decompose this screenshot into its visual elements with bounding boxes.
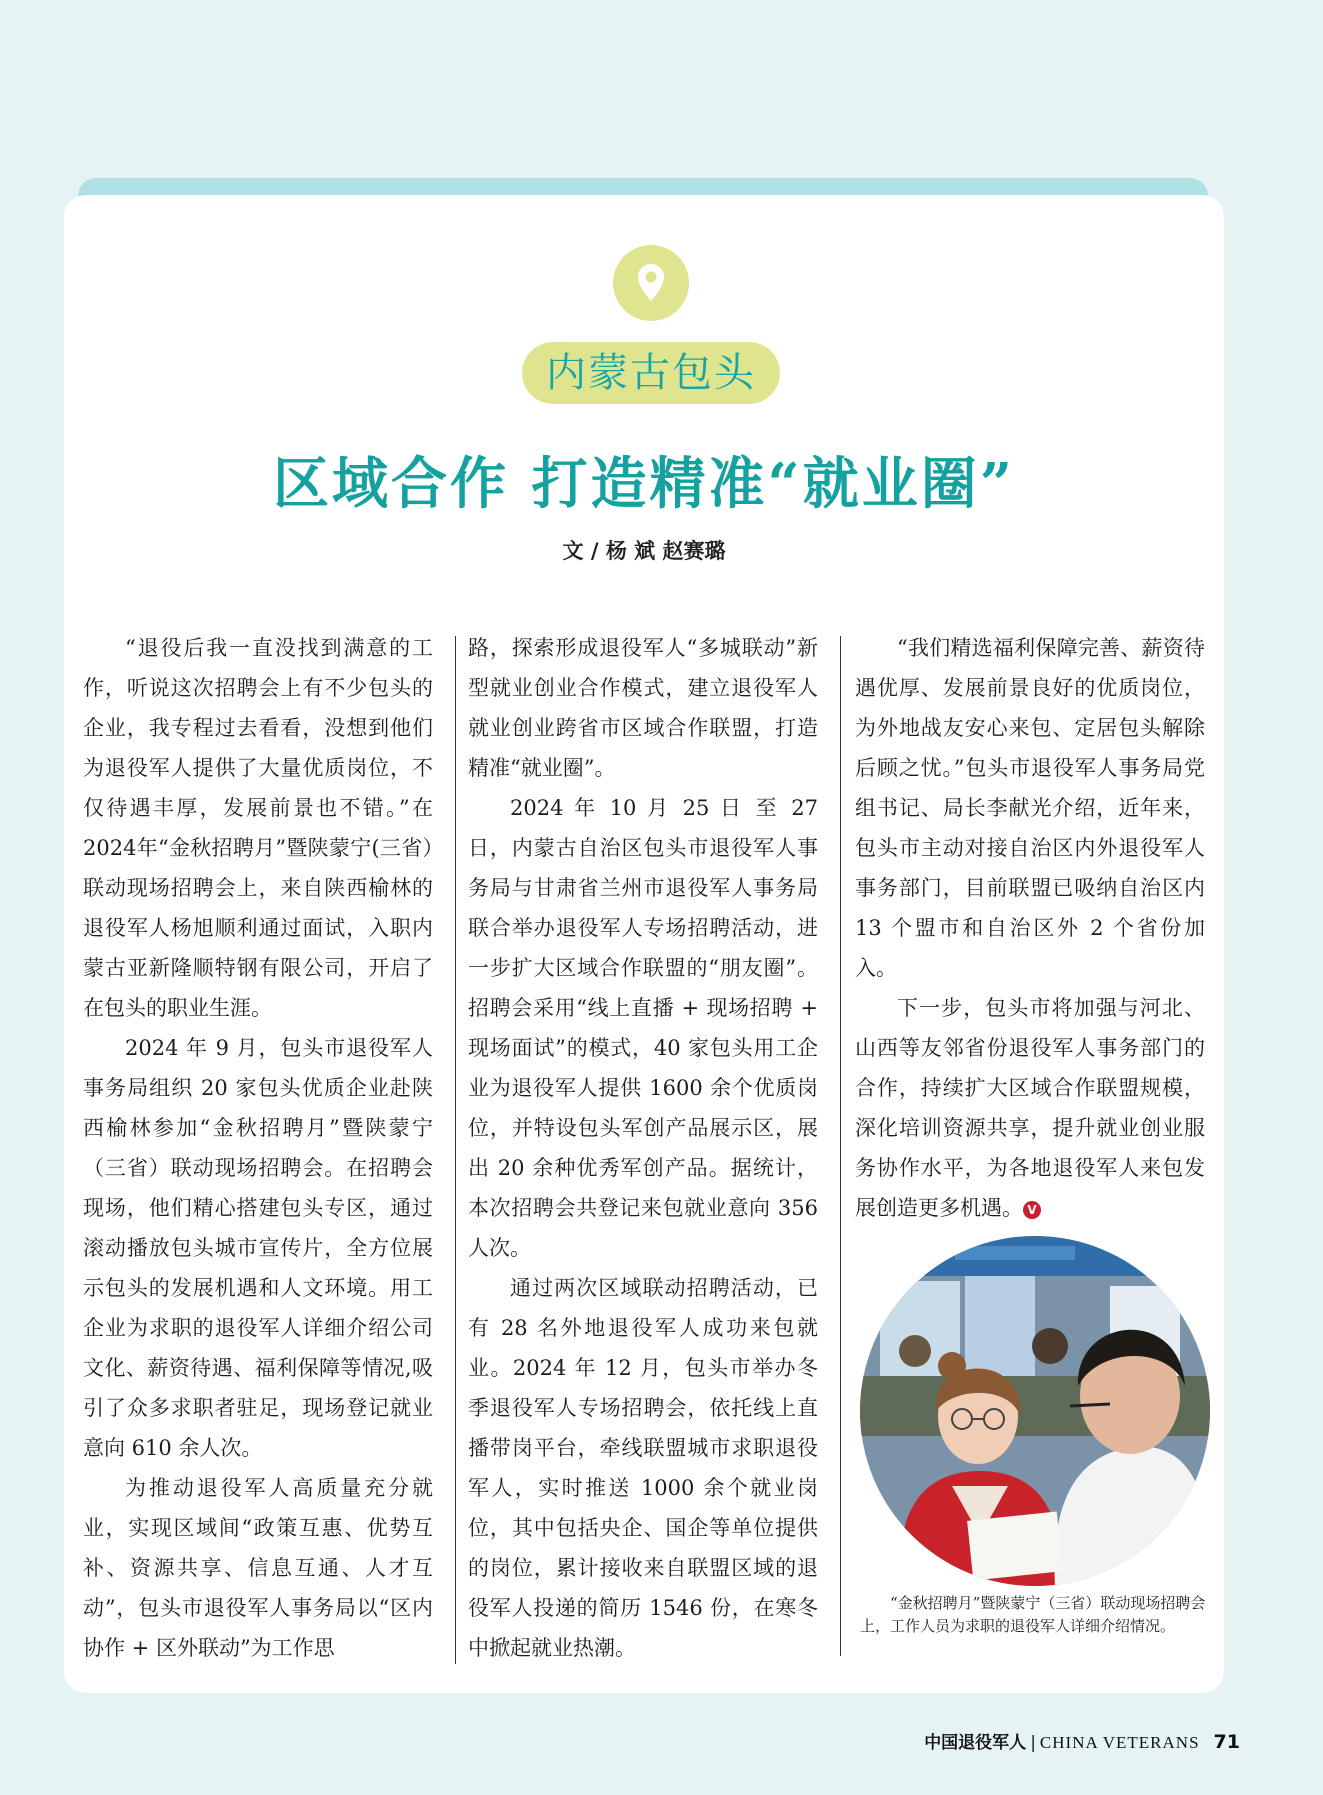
article-column-3: [855, 628, 1205, 1228]
magazine-name-en: CHINA VETERANS: [1039, 1733, 1200, 1752]
magazine-name-cn: 中国退役军人: [924, 1733, 1027, 1753]
paragraph: 为推动退役军人高质量充分就业，实现区域间“政策互惠、优势互补、资源共享、信息互通、人才互动”，包头市退役军人事务局以“区内协作 + 区外联动”为工作思: [83, 1476, 433, 1660]
column-divider: [455, 636, 456, 1664]
paragraph-text: 下一步，包头市将加强与河北、山西等友邻省份退役军人事务部门的合作，持续扩大区域合作联盟规模，深化培训资源共享，提升就业创业服务协作水平，为各地退役军人来包发展创造更多机遇。: [855, 996, 1205, 1220]
column-divider: [840, 636, 841, 1656]
paragraph: 通过两次区域联动招聘活动，已有 28 名外地退役军人成功来包就业。2024 年 12 月，包头市举办冬季退役军人专场招聘会，依托线上直播带岗平台，牵线联盟城市求职退役军人，实时推送 1000 余个就业岗位，其中包括央企、国企等单位提供的岗位，累计接收来自联盟区域的退役军人投递的简历 1546 份，在寒冬中掀起就业热潮。: [468, 1276, 818, 1660]
article-byline: 文 / 杨 斌 赵赛璐: [562, 539, 726, 563]
recruitment-fair-photo: [860, 1236, 1210, 1586]
location-badge: [613, 245, 689, 321]
article-column-2: [468, 628, 818, 1668]
article-column-1: [83, 628, 433, 1668]
paragraph: 2024 年 10 月 25 日 至 27 日，内蒙古自治区包头市退役军人事务局与甘肃省兰州市退役军人事务局联合举办退役军人专场招聘活动，进一步扩大区域合作联盟的“朋友圈”。招聘会采用“线上直播 + 现场招聘 + 现场面试”的模式，40 家包头用工企业为退役军人提供 1600 余个优质岗位，并特设包头军创产品展示区，展出 20 余种优秀军创产品。据统计，本次招聘会共登记来包就业意向 356 人次。: [468, 796, 818, 1260]
article-headline: 区域合作 打造精准“就业圈”: [273, 451, 1015, 517]
footer-separator: |: [1030, 1733, 1036, 1753]
paragraph: 路，探索形成退役军人“多城联动”新型就业创业合作模式，建立退役军人就业创业跨省市区域合作联盟，打造精准“就业圈”。: [468, 636, 818, 780]
page-footer: [900, 1728, 1240, 1753]
paragraph: [855, 988, 1205, 1228]
paragraph: 2024 年 9 月，包头市退役军人事务局组织 20 家包头优质企业赴陕西榆林参加“金秋招聘月”暨陕蒙宁（三省）联动现场招聘会。在招聘会现场，他们精心搭建包头专区，通过滚动播放包头城市宣传片，全方位展示包头的发展机遇和人文环境。用工企业为求职的退役军人详细介绍公司文化、薪资待遇、福利保障等情况,吸引了众多求职者驻足，现场登记就业意向 610 余人次。: [83, 1036, 433, 1460]
photo-caption: “金秋招聘月”暨陕蒙宁（三省）联动现场招聘会上，工作人员为求职的退役军人详细介绍情况。: [860, 1594, 1206, 1635]
paragraph: “我们精选福利保障完善、薪资待遇优厚、发展前景良好的优质岗位，为外地战友安心来包、定居包头解除后顾之忧。”包头市退役军人事务局党组书记、局长李献光介绍，近年来，包头市主动对接自治区内外退役军人事务部门，目前联盟已吸纳自治区内 13 个盟市和自治区外 2 个省份加入。: [855, 636, 1205, 980]
veterans-end-mark-icon: V: [1023, 1201, 1041, 1219]
page-number: 71: [1213, 1731, 1240, 1753]
location-pin-icon: [636, 263, 666, 303]
paragraph: “退役后我一直没找到满意的工作，听说这次招聘会上有不少包头的企业，我专程过去看看，没想到他们为退役军人提供了大量优质岗位，不仅待遇丰厚，发展前景也不错。”在2024年“金秋招聘月”暨陕蒙宁(三省）联动现场招聘会上，来自陕西榆林的退役军人杨旭顺利通过面试，入职内蒙古亚新隆顺特钢有限公司，开启了在包头的职业生涯。: [83, 636, 433, 1020]
region-label: 内蒙古包头: [522, 342, 780, 404]
